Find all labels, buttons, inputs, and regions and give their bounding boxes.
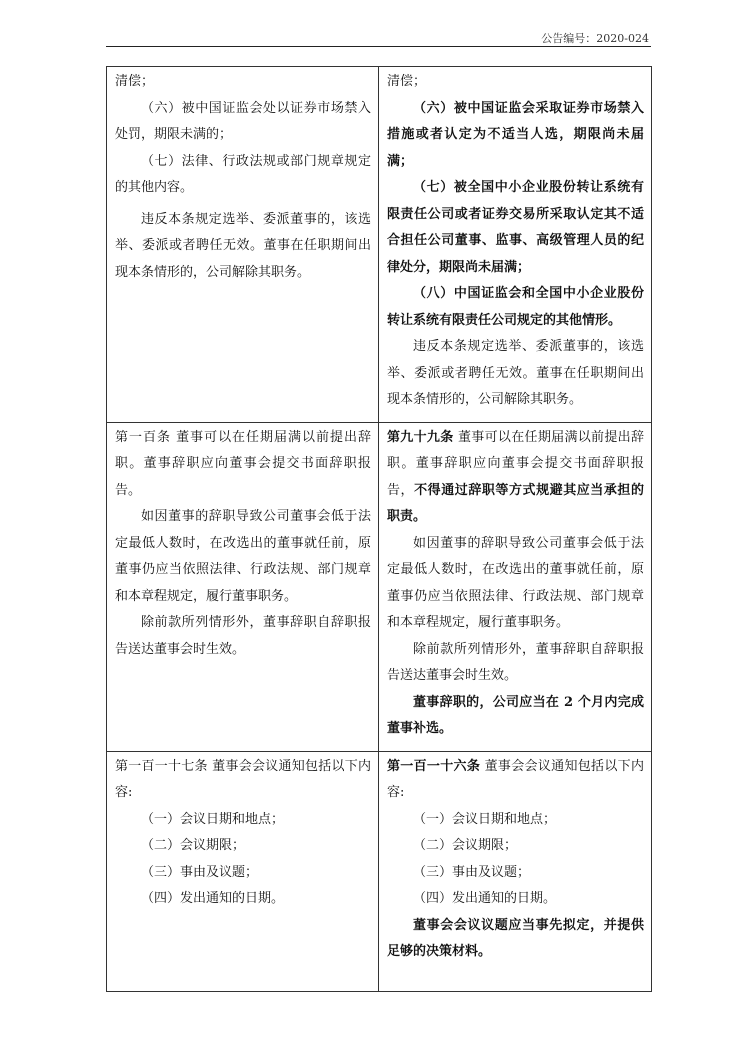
paragraph: （七）法律、行政法规或部门规章规定的其他内容。 (115, 153, 371, 195)
paragraph: （八）中国证监会和全国中小企业股份转让系统有限责任公司规定的其他情形。 (387, 286, 644, 328)
paragraph: 除前款所列情形外，董事辞职自辞职报告送达董事会时生效。 (387, 641, 644, 683)
paragraph: （六）被中国证监会处以证券市场禁入处罚，期限未满的； (115, 100, 371, 142)
revised-text-cell (379, 422, 652, 751)
article-heading: 第九十九条 (387, 429, 454, 445)
paragraph: 第一百条 董事可以在任期届满以前提出辞职。董事辞职应向董事会提交书面辞职报告。 (115, 429, 371, 498)
list-item: （二）会议期限； (413, 838, 518, 853)
paragraph-text: 董事会会议通知包括以下内容: (387, 758, 644, 800)
page-header (106, 28, 651, 47)
paragraph: 除前款所列情形外，董事辞职自辞职报告送达董事会时生效。 (115, 615, 371, 657)
added-text: 不得通过辞职等方式规避其应当承担的职责。 (387, 482, 644, 524)
original-text-cell (107, 422, 379, 751)
list-item: （三）事由及议题； (413, 864, 531, 880)
list-item: （四）发出通知的日期。 (141, 891, 285, 906)
paragraph (387, 754, 644, 807)
paragraph-text: 董事可以在任期届满以前提出辞职。董事辞职应向董事会提交书面辞职报告， (387, 429, 644, 498)
table-row (107, 67, 652, 423)
paragraph: 第一百一十七条 董事会会议通知包括以下内容: (115, 758, 371, 800)
revised-text-cell (379, 67, 652, 423)
paragraph: 违反本条规定选举、委派董事的，该选举、委派或者聘任无效。董事在任职期间出现本条情形的，公司解除其职务。 (387, 339, 644, 407)
list-item: （四）发出通知的日期。 (413, 891, 557, 906)
paragraph: 董事会会议议题应当事先拟定，并提供足够的决策材料。 (387, 917, 644, 959)
paragraph: 如因董事的辞职导致公司董事会低于法定最低人数时，在改选出的董事就任前，原董事仍应当依照法律、行政法规、部门规章和本章程规定，履行董事职务。 (387, 535, 644, 630)
paragraph: 违反本条规定选举、委派董事的，该选举、委派或者聘任无效。董事在任职期间出现本条情形的，公司解除其职务。 (115, 211, 371, 280)
paragraph: 清偿； (115, 74, 155, 89)
revised-text-cell (379, 751, 652, 991)
list-item: （一）会议日期和地点； (141, 811, 285, 827)
paragraph: 清偿； (387, 74, 427, 89)
list-item: （二）会议期限； (141, 838, 246, 853)
paragraph: 如因董事的辞职导致公司董事会低于法定最低人数时，在改选出的董事就任前，原董事仍应当依照法律、行政法规、部门规章和本章程规定，履行董事职务。 (115, 509, 371, 604)
notice-number: 公告编号：2020-024 (541, 32, 649, 45)
paragraph: （七）被全国中小企业股份转让系统有限责任公司或者证券交易所采取认定其不适合担任公司董事、监事、高级管理人员的纪律处分，期限尚未届满； (387, 180, 644, 275)
list-item: （三）事由及议题； (141, 864, 259, 880)
paragraph: 董事辞职的，公司应当在 2 个月内完成董事补选。 (387, 694, 644, 736)
article-heading: 第一百一十六条 (387, 758, 481, 774)
paragraph: （六）被中国证监会采取证券市场禁入措施或者认定为不适当人选，期限尚未届满； (387, 100, 644, 169)
original-text-cell (107, 751, 379, 991)
table-row (107, 422, 652, 751)
original-text-cell (107, 67, 379, 423)
comparison-table (106, 66, 652, 992)
paragraph (387, 425, 644, 531)
list-item: （一）会议日期和地点； (413, 811, 557, 827)
table-row (107, 751, 652, 991)
